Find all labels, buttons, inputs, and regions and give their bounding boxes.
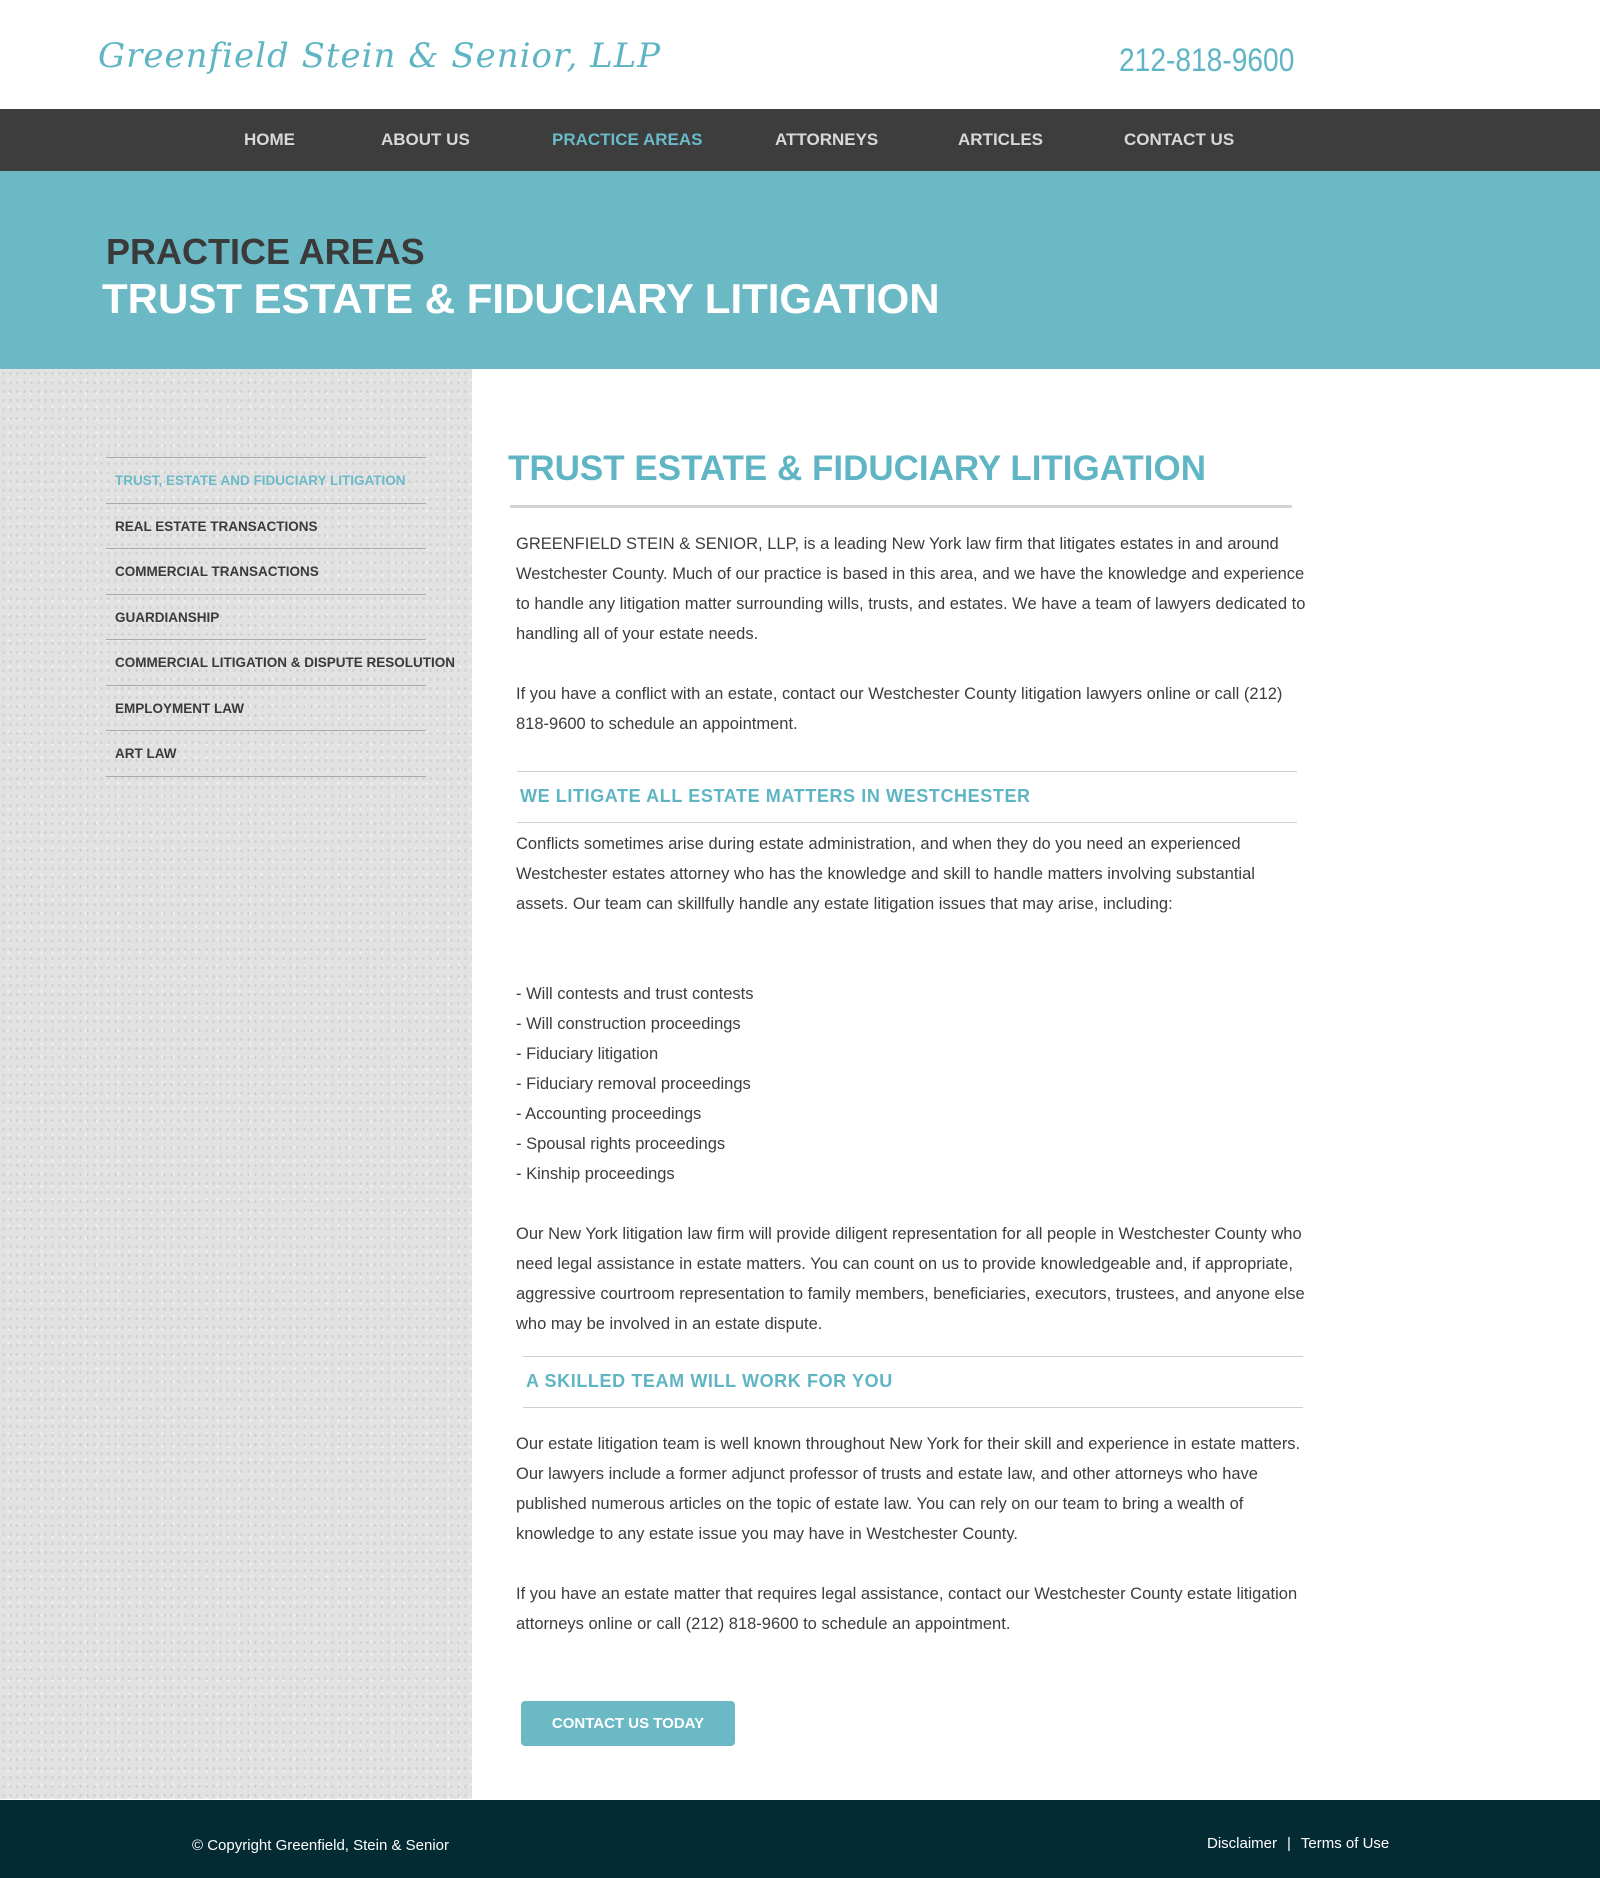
contact-us-today-button[interactable]: CONTACT US TODAY (521, 1701, 735, 1746)
hero-subtitle: PRACTICE AREAS (106, 231, 425, 272)
footer-separator: | (1287, 1835, 1291, 1852)
terms-of-use-link[interactable]: Terms of Use (1300, 1835, 1390, 1852)
section2-contact-paragraph: If you have an estate matter that requires legal assistance, contact our Westchester County estate litigation attorneys online or call (212) 818-9600 to schedule an appointment. (516, 1585, 1298, 1633)
list-item: - Spousal rights proceedings (516, 1135, 726, 1153)
section-heading-estate-matters: WE LITIGATE ALL ESTATE MATTERS IN WESTCHESTER (517, 771, 1297, 823)
main-nav (0, 109, 1600, 171)
practice-areas-menu (106, 457, 455, 777)
site-footer (0, 1800, 1600, 1878)
nav-item-about-us[interactable]: ABOUT US (381, 130, 470, 149)
header-phone[interactable]: 212-818-9600 (1119, 42, 1295, 78)
list-item: - Will construction proceedings (516, 1015, 741, 1033)
footer-links (1207, 1835, 1389, 1852)
site-logo[interactable]: Greenfield Stein & Senior, LLP (98, 36, 662, 76)
nav-item-attorneys[interactable]: ATTORNEYS (775, 130, 879, 149)
sidebar-item-employment-law[interactable]: EMPLOYMENT LAW (106, 686, 426, 732)
sidebar-item-commercial-transactions[interactable]: COMMERCIAL TRANSACTIONS (106, 549, 426, 595)
intro-contact-paragraph: If you have a conflict with an estate, contact our Westchester County litigation lawyers online or call (212) 818-9600 to schedule an appointment. (516, 685, 1283, 733)
section-heading-skilled-team: A SKILLED TEAM WILL WORK FOR YOU (523, 1356, 1303, 1408)
list-item: - Accounting proceedings (516, 1105, 702, 1123)
site-header (0, 0, 1600, 109)
title-divider (510, 505, 1292, 508)
copyright-text: © Copyright Greenfield, Stein & Senior (192, 1837, 450, 1854)
page-title: TRUST ESTATE & FIDUCIARY LITIGATION (508, 449, 1207, 488)
main-content (472, 369, 1600, 1799)
hero-title: TRUST ESTATE & FIDUCIARY LITIGATION (102, 275, 940, 322)
hero-banner (0, 171, 1600, 369)
intro-paragraph: GREENFIELD STEIN & SENIOR, LLP, is a leading New York law firm that litigates estates in and around Westchester County. Much of our practice is based in this area, and we have the knowledge and experience to handle any litigation matter surrounding wills, trusts, and estates. We have a team of lawyers dedicated to handling all of your estate needs. (516, 535, 1306, 643)
list-item: - Fiduciary removal proceedings (516, 1075, 751, 1093)
nav-item-home[interactable]: HOME (244, 130, 295, 149)
sidebar-item-real-estate-transactions[interactable]: REAL ESTATE TRANSACTIONS (106, 504, 426, 550)
sidebar-item-commercial-litigation[interactable]: COMMERCIAL LITIGATION & DISPUTE RESOLUTION (106, 640, 426, 686)
section2-paragraph: Our estate litigation team is well known throughout New York for their skill and experience in estate matters. Our lawyers include a former adjunct professor of trusts and estate law, and other attorneys who have published numerous articles on the topic of estate law. You can rely on our team to bring a wealth of knowledge to any estate issue you may have in Westchester County. (516, 1435, 1301, 1543)
sidebar-item-guardianship[interactable]: GUARDIANSHIP (106, 595, 426, 641)
disclaimer-link[interactable]: Disclaimer (1207, 1835, 1278, 1852)
list-item: - Will contests and trust contests (516, 985, 754, 1003)
section1-paragraph: Conflicts sometimes arise during estate administration, and when they do you need an experienced Westchester estates attorney who has the knowledge and skill to handle matters involving substantial assets. Our team can skillfully handle any estate litigation issues that may arise, including: (516, 835, 1255, 913)
list-item: - Kinship proceedings (516, 1165, 675, 1183)
nav-item-articles[interactable]: ARTICLES (958, 130, 1043, 149)
nav-item-contact-us[interactable]: CONTACT US (1124, 130, 1235, 149)
sidebar-item-art-law[interactable]: ART LAW (106, 731, 426, 777)
nav-item-practice-areas[interactable]: PRACTICE AREAS (552, 130, 703, 149)
section1-paragraph-2: Our New York litigation law firm will provide diligent representation for all people in Westchester County who need legal assistance in estate matters. You can count on us to provide knowledgeable and, if appropriate, aggressive courtroom representation to family members, beneficiaries, executors, trustees, and anyone else who may be involved in an estate dispute. (516, 1225, 1305, 1333)
sidebar (0, 369, 472, 1799)
sidebar-item-trust-estate-fiduciary-litigation[interactable]: TRUST, ESTATE AND FIDUCIARY LITIGATION (106, 458, 426, 504)
list-item: - Fiduciary litigation (516, 1045, 659, 1063)
